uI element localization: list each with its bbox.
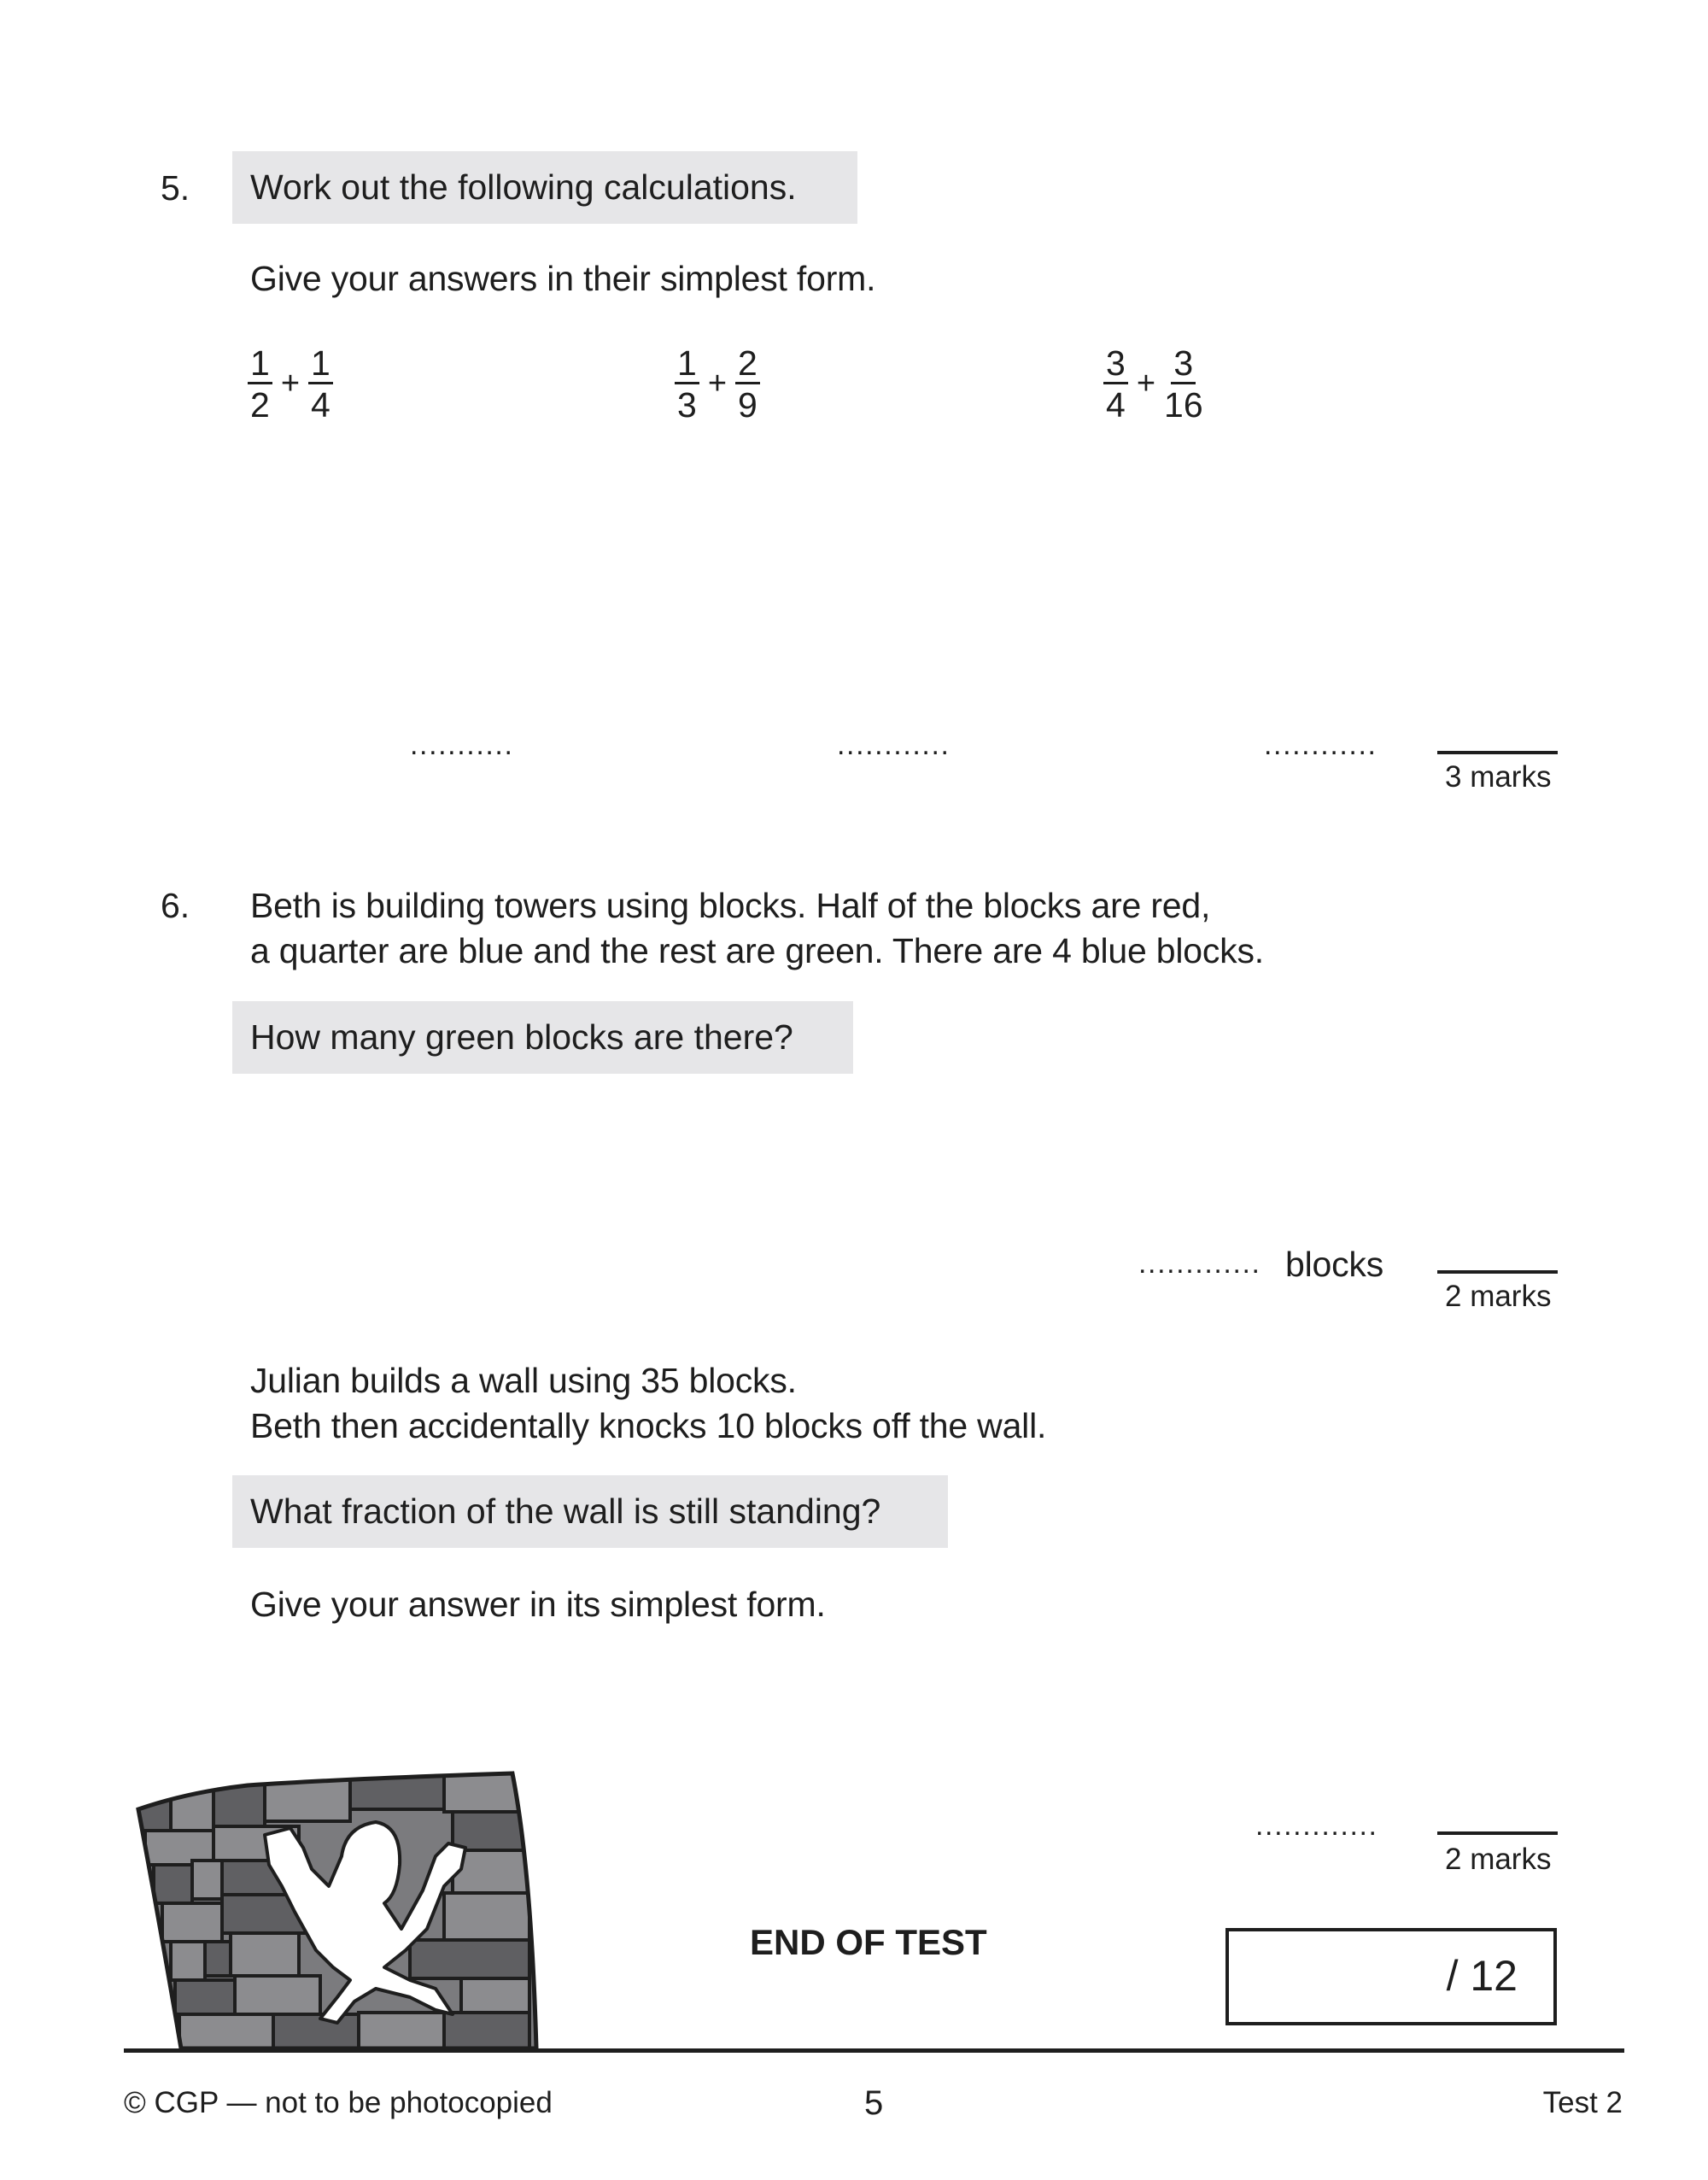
end-of-test-label: END OF TEST	[750, 1922, 987, 1962]
question-6a-prompt: How many green blocks are there?	[250, 1017, 793, 1057]
question-6b-line-2: Beth then accidentally knocks 10 blocks off the wall.	[250, 1406, 1047, 1445]
plus-sign: +	[707, 366, 728, 401]
answer-field-3[interactable]: ............	[1264, 729, 1378, 761]
question-5-prompt: Work out the following calculations.	[250, 167, 797, 207]
question-6b-prompt-box	[232, 1475, 948, 1548]
denominator: 2	[250, 385, 270, 425]
marks-line	[1437, 751, 1558, 754]
question-6-intro-line-1: Beth is building towers using blocks. Half of the blocks are red,	[250, 886, 1211, 925]
total-score-box[interactable]	[1225, 1928, 1557, 2025]
question-5-prompt-box	[232, 151, 857, 224]
footer-divider	[124, 2048, 1624, 2053]
question-6a-prompt-box	[232, 1001, 853, 1074]
question-5-number: 5.	[161, 168, 190, 208]
marks-line	[1437, 1831, 1558, 1835]
page-number: 5	[864, 2084, 884, 2122]
brick-wall-with-figure-hole-icon	[128, 1767, 555, 2053]
question-6-number: 6.	[161, 886, 190, 925]
fraction	[675, 343, 699, 425]
answer-field-6a[interactable]: .............	[1138, 1247, 1261, 1280]
question-5-marks: 3 marks	[1445, 760, 1552, 794]
marks-line	[1437, 1270, 1558, 1274]
fraction	[1103, 343, 1128, 425]
calculation-3	[1103, 343, 1203, 425]
numerator: 1	[248, 346, 272, 384]
numerator: 3	[1103, 346, 1128, 384]
denominator: 3	[677, 385, 697, 425]
question-6-intro-line-2: a quarter are blue and the rest are green. There are 4 blue blocks.	[250, 931, 1264, 970]
answer-field-2[interactable]: ............	[837, 729, 951, 761]
footer-copyright: © CGP — not to be photocopied	[124, 2086, 553, 2119]
fraction	[308, 343, 333, 425]
fraction	[1164, 343, 1203, 425]
denominator: 9	[738, 385, 757, 425]
numerator: 1	[308, 346, 333, 384]
calculation-1	[248, 343, 333, 425]
denominator: 16	[1164, 385, 1203, 425]
numerator: 2	[735, 346, 760, 384]
fraction	[735, 343, 760, 425]
question-6b-marks: 2 marks	[1445, 1843, 1552, 1876]
plus-sign: +	[280, 366, 301, 401]
score-total: / 12	[1446, 1952, 1518, 2000]
fraction	[248, 343, 272, 425]
numerator: 3	[1171, 346, 1196, 384]
question-6b-line-1: Julian builds a wall using 35 blocks.	[250, 1361, 797, 1400]
numerator: 1	[675, 346, 699, 384]
denominator: 4	[1106, 385, 1126, 425]
test-name: Test 2	[1542, 2086, 1623, 2119]
question-6b-instruction: Give your answer in its simplest form.	[250, 1585, 826, 1624]
question-6b-prompt: What fraction of the wall is still standing?	[250, 1491, 881, 1531]
answer-unit-blocks: blocks	[1285, 1245, 1384, 1284]
plus-sign: +	[1136, 366, 1156, 401]
answer-field-1[interactable]: ...........	[410, 729, 514, 761]
calculation-2	[675, 343, 760, 425]
question-6a-marks: 2 marks	[1445, 1280, 1552, 1313]
answer-field-6b[interactable]: .............	[1255, 1809, 1378, 1842]
denominator: 4	[311, 385, 330, 425]
question-5-instruction: Give your answers in their simplest form.	[250, 259, 876, 298]
